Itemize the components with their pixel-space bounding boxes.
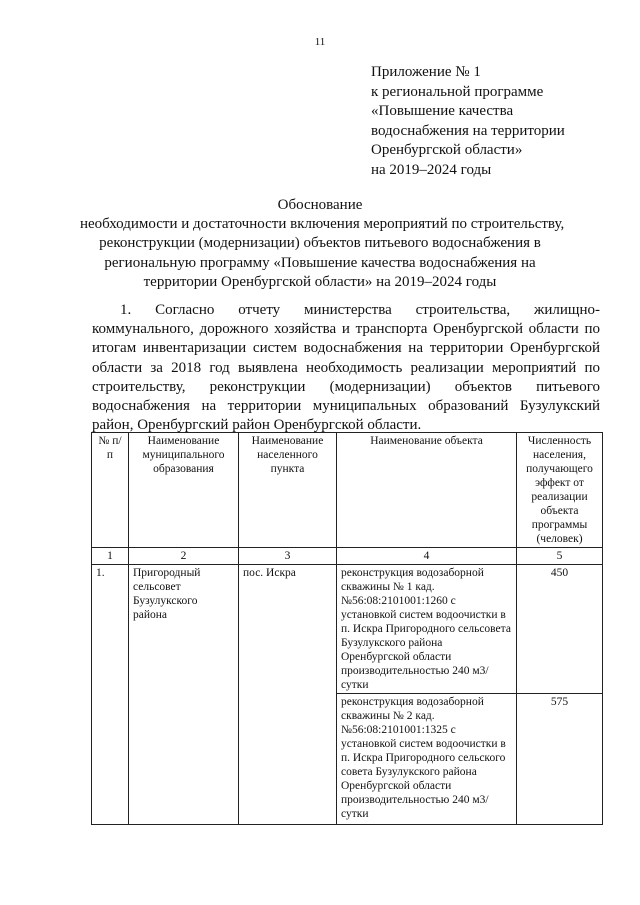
appendix-line: на 2019–2024 годы [371, 161, 492, 178]
objects-table [91, 432, 603, 825]
appendix-line: к региональной программе [371, 83, 544, 100]
table-row [92, 565, 603, 694]
column-number-row [92, 548, 603, 565]
title-line: необходимости и достаточности включения мероприятий по строительству, [80, 216, 565, 233]
document-title [80, 196, 565, 292]
appendix-line: водоснабжения на территории [371, 122, 565, 139]
column-number: 1 [92, 548, 129, 565]
object-cell: реконструкция водозаборной скважины № 1 кад.№56:08:2101001:1260 с установкой систем водоочистки в п. Искра Пригородного сельсовета Бузулукского района Оренбургской области производительностью 240 м3/сутки [337, 565, 517, 694]
appendix-line: Приложение № 1 [371, 64, 481, 80]
page-number: 11 [314, 36, 326, 48]
appendix-line: «Повышение качества [371, 103, 514, 119]
header-cell-settlement: Наименование населенного пункта [239, 433, 337, 548]
column-number: 5 [517, 548, 603, 565]
municipality-cell: Пригородный сельсовет Бузулукского района [129, 565, 239, 825]
column-number: 2 [129, 548, 239, 565]
header-cell-population: Численность населения, получающего эффект от реализации объекта программы (человек) [517, 433, 603, 548]
object-cell: реконструкция водозаборной скважины № 2 кад.№56:08:2101001:1325 с установкой систем водоочистки в п. Искра Пригородного сельского совета Бузулукского района Оренбургской области производительностью 240 м3/сутки [337, 694, 517, 825]
title-line: региональную программу «Повышение качества водоснабжения на [104, 254, 536, 271]
header-cell-object: Наименование объекта [337, 433, 517, 548]
settlement-cell: пос. Искра [239, 565, 337, 825]
column-number: 4 [337, 548, 517, 565]
paragraph-text: 1. Согласно отчету министерства строительства, жилищно-коммунального, дорожного хозяйства и транспорта Оренбургской области по итогам инвентаризации систем водоснабжения на территории Оренбургской области за 2018 год выявлена необходимость реализации мероприятий по строительству, реконструкции (модернизации) объектов питьевого водоснабжения на территории муниципальных образований Бузулукский район, Оренбургский район Оренбургской области. [92, 302, 600, 434]
header-cell-number: № п/п [92, 433, 129, 548]
row-number: 1. [92, 565, 129, 825]
title-line: территории Оренбургской области» на 2019–2024 годы [143, 273, 497, 290]
body-paragraph [92, 301, 600, 435]
appendix-line: Оренбургской области» [371, 142, 523, 158]
header-cell-municipality: Наименование муниципального образования [129, 433, 239, 548]
title-line: Обоснование [277, 197, 363, 213]
population-cell: 575 [517, 694, 603, 825]
table-header-row [92, 433, 603, 548]
appendix-header [371, 63, 565, 180]
column-number: 3 [239, 548, 337, 565]
title-line: реконструкции (модернизации) объектов питьевого водоснабжения в [99, 235, 541, 252]
population-cell: 450 [517, 565, 603, 694]
